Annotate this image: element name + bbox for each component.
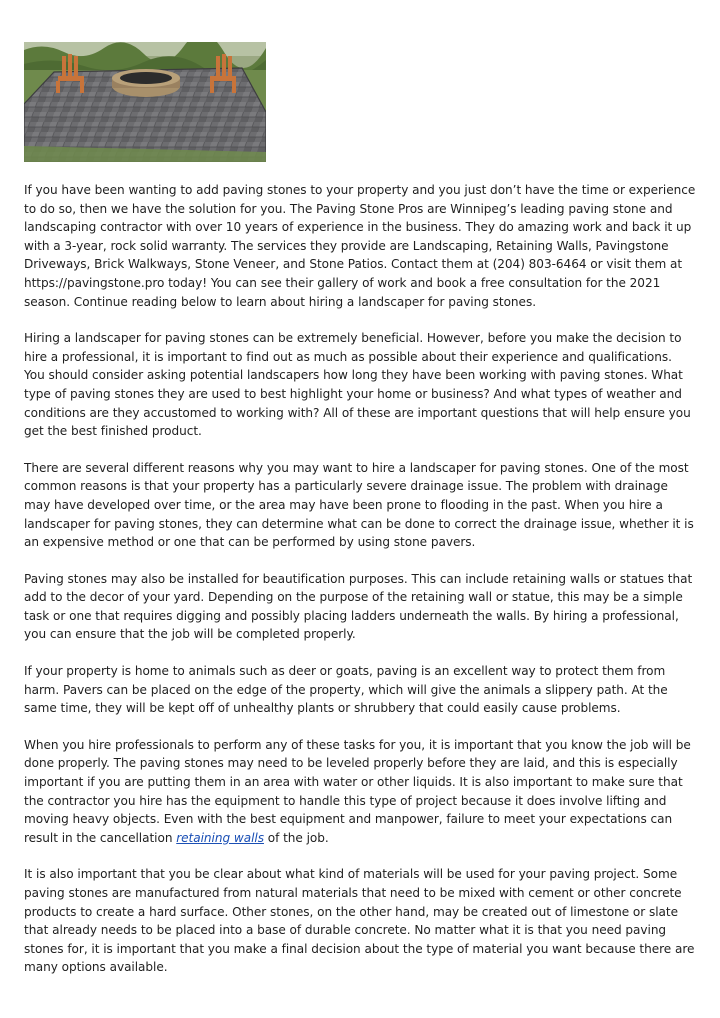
paragraph-6-text-after: of the job. <box>263 830 329 845</box>
article-paragraph-3: There are several different reasons why you may want to hire a landscaper for paving stones. One of the most common reasons is that your property has a particularly severe drainage issue. The problem with drainage may have developed over time, or the area may have been prone to flooding in the past. When you hire a landscaper for paving stones, they can determine what can be done to correct the drainage issue, whether it is an expensive method or one that can be performed by using stone pavers. <box>24 460 694 550</box>
article-paragraph-4: Paving stones may also be installed for beautification purposes. This can include retaining walls or statues that add to the decor of your yard. Depending on the purpose of the retaining wall or statue, this may be a simple task or one that requires digging and possibly placing ladders underneath the walls. By hiring a professional, you can ensure that the job will be completed properly. <box>24 571 693 642</box>
article-paragraph-7: It is also important that you be clear about what kind of materials will be used for your paving project. Some paving stones are manufactured from natural materials that need to be mixed with cement or other concrete products to create a hard surface. Other stones, on the other hand, may be created out of limestone or slate that already needs to be placed into a base of durable concrete. No matter what it is that you need paving stones for, it is important that you make a final decision about the type of material you want because there are many options available. <box>24 867 695 975</box>
retaining-walls-link[interactable]: retaining walls <box>176 830 264 845</box>
article-paragraph-5: If your property is home to animals such as deer or goats, paving is an excellent way to protect them from harm. Pavers can be placed on the edge of the property, which will give the animals a slippery path. At the same time, they will be kept off of unhealthy plants or shrubbery that could easily cause problems. <box>24 664 668 716</box>
article-paragraph-1: If you have been wanting to add paving stones to your property and you just don’t have the time or experience to do so, then we have the solution for you. The Paving Stone Pros are Winnipeg’s leading paving stone and landscaping contractor with over 10 years of experience in the business. They do amazing work and back it up with a 3-year, rock solid warranty. The services they provide are Landscaping, Retaining Walls, Pavingstone Driveways, Brick Walkways, Stone Veneer, and Stone Patios. Contact them at (204) 803-6464 or visit them at https://pavingstone.pro today! You can see their gallery of work and book a free consultation for the 2021 season. Continue reading below to learn about hiring a landscaper for paving stones. <box>24 183 696 309</box>
paragraph-6-text-before: When you hire professionals to perform any of these tasks for you, it is important that you know the job will be done properly. The paving stones may need to be leveled properly before they are laid, and this is especially important if you are putting them in an area with water or other liquids. It is also important to make sure that the contractor you hire has the equipment to handle this type of project because it does involve lifting and moving heavy objects. Even with the best equipment and manpower, failure to meet your expectations can result in the cancellation <box>24 737 691 845</box>
article-paragraph-2: Hiring a landscaper for paving stones can be extremely beneficial. However, before you make the decision to hire a professional, it is important to find out as much as possible about their experience and qualifications. You should consider asking potential landscapers how long they have been working with paving stones. What type of paving stones they are used to best highlight your home or business? And what types of weather and conditions are they accustomed to working with? All of these are important questions that will help ensure you get the best finished product. <box>24 331 691 439</box>
patio-photo-illustration <box>24 42 266 162</box>
paving-patio-photo <box>24 42 266 162</box>
article-body <box>24 181 696 995</box>
article-paragraph-6 <box>24 736 696 848</box>
